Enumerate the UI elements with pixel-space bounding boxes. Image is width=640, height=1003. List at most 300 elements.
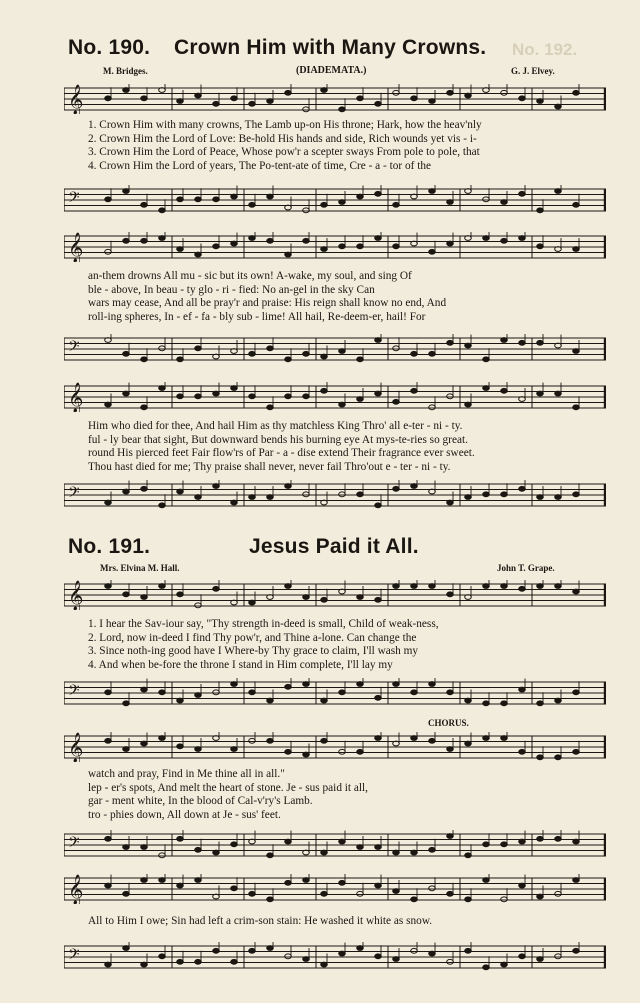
note-head — [141, 405, 148, 410]
note-head — [483, 842, 490, 847]
treble-clef-icon: 𝄞 — [68, 233, 84, 262]
note-head — [357, 946, 364, 951]
bass-clef-icon: 𝄢 — [68, 338, 80, 359]
note-head — [555, 189, 562, 194]
note-head — [555, 891, 562, 896]
note-head — [267, 698, 274, 703]
note-head — [429, 886, 436, 891]
note-head — [447, 200, 454, 205]
note-head — [123, 592, 130, 597]
note-head — [393, 889, 400, 894]
note-head — [159, 736, 166, 741]
note-head — [231, 747, 238, 752]
staff-bass — [64, 678, 606, 708]
note-head — [159, 236, 166, 241]
note-head — [195, 394, 202, 399]
note-head — [141, 962, 148, 967]
note-head — [195, 93, 202, 98]
note-head — [231, 241, 238, 246]
note-head — [357, 891, 364, 896]
note-head — [357, 96, 364, 101]
note-head — [501, 736, 508, 741]
note-head — [195, 495, 202, 500]
note-head — [447, 241, 454, 246]
note-head — [393, 584, 400, 589]
lyric-line: 3. Since noth-ing good have I Where-by Thy grace to claim, I'll wash my — [88, 645, 419, 657]
note-head — [537, 701, 544, 706]
note-head — [393, 850, 400, 855]
note-head — [555, 495, 562, 500]
note-head — [357, 397, 364, 402]
lyric-line: ble - above, In beau - ty glo - ri - fied: No an-gel in the sky Can — [88, 283, 375, 296]
note-head — [447, 747, 454, 752]
note-head — [177, 592, 184, 597]
note-head — [105, 96, 112, 101]
note-head — [249, 600, 256, 605]
note-head — [411, 484, 418, 489]
note-head — [195, 252, 202, 257]
note-head — [105, 738, 112, 743]
note-head — [249, 202, 256, 207]
note-head — [285, 252, 292, 257]
note-head — [375, 954, 382, 959]
note-head — [483, 492, 490, 497]
note-head — [573, 690, 580, 695]
note-head — [429, 584, 436, 589]
note-head — [447, 90, 454, 95]
note-head — [339, 349, 346, 354]
note-head — [447, 500, 454, 505]
note-head — [159, 954, 166, 959]
hymn-190-number: No. 190. — [68, 36, 151, 59]
note-head — [411, 584, 418, 589]
note-head — [303, 682, 310, 687]
note-head — [159, 690, 166, 695]
note-head — [573, 749, 580, 754]
note-head — [573, 589, 580, 594]
note-head — [357, 749, 364, 754]
note-head — [105, 500, 112, 505]
note-head — [267, 738, 274, 743]
note-head — [123, 238, 130, 243]
note-head — [321, 354, 328, 359]
note-head — [105, 883, 112, 888]
note-head — [375, 845, 382, 850]
note-head — [213, 850, 220, 855]
note-head — [483, 878, 490, 883]
note-head — [285, 839, 292, 844]
note-head — [483, 965, 490, 970]
note-head — [411, 948, 418, 953]
note-head — [357, 357, 364, 362]
note-head — [375, 695, 382, 700]
lyric-line: 2. Crown Him the Lord of Love: Be-hold His hands and side, Rich wounds yet vis - i- — [88, 132, 477, 145]
note-head — [573, 247, 580, 252]
note-head — [555, 836, 562, 841]
note-head — [105, 962, 112, 967]
note-head — [249, 351, 256, 356]
note-head — [303, 107, 310, 112]
note-head — [429, 99, 436, 104]
note-head — [285, 954, 292, 959]
note-head — [321, 202, 328, 207]
note-head — [177, 247, 184, 252]
lyric-line: round His pierced feet Fair flow'rs of Par - a - dise extend Their fragrance ever sweet. — [88, 447, 475, 459]
hymn-190-heading — [68, 36, 486, 60]
note-head — [519, 687, 526, 692]
note-head — [177, 698, 184, 703]
bass-clef-icon: 𝄢 — [68, 682, 80, 703]
bass-clef-icon: 𝄢 — [68, 834, 80, 855]
treble-clef-icon: 𝄞 — [68, 875, 84, 904]
note-head — [105, 584, 112, 589]
note-head — [357, 194, 364, 199]
note-head — [231, 842, 238, 847]
note-head — [123, 189, 130, 194]
note-head — [501, 584, 508, 589]
lyric-line: 3. Crown Him the Lord of Peace, Whose pow'r a scepter sways From pole to pole, that — [88, 146, 480, 158]
hymn-191-lyrics-2 — [88, 768, 594, 822]
note-head — [159, 346, 166, 351]
note-head — [285, 484, 292, 489]
staff-bass — [64, 942, 606, 972]
note-head — [483, 584, 490, 589]
note-head — [447, 959, 454, 964]
hymn-191-composer: John T. Grape. — [497, 563, 555, 573]
note-head — [285, 90, 292, 95]
note-head — [195, 847, 202, 852]
note-head — [267, 99, 274, 104]
note-head — [501, 701, 508, 706]
note-head — [339, 107, 346, 112]
note-head — [555, 698, 562, 703]
note-head — [501, 962, 508, 967]
note-head — [339, 839, 346, 844]
note-head — [519, 340, 526, 345]
note-head — [357, 492, 364, 497]
note-head — [303, 752, 310, 757]
note-head — [123, 701, 130, 706]
note-head — [465, 853, 472, 858]
note-head — [411, 850, 418, 855]
note-head — [303, 878, 310, 883]
note-head — [303, 238, 310, 243]
note-head — [519, 191, 526, 196]
hymn-190-lyrics-1 — [88, 119, 594, 173]
note-head — [213, 948, 220, 953]
note-head — [483, 236, 490, 241]
note-head — [375, 338, 382, 343]
note-head — [195, 878, 202, 883]
note-head — [285, 684, 292, 689]
note-head — [285, 394, 292, 399]
note-head — [195, 693, 202, 698]
note-head — [213, 484, 220, 489]
note-head — [213, 391, 220, 396]
hymn-191-lyrics-1 — [88, 618, 594, 672]
note-head — [501, 90, 508, 95]
note-head — [537, 208, 544, 213]
hymn-190-tune: (DIADEMATA.) — [296, 65, 367, 76]
note-head — [465, 93, 472, 98]
note-head — [249, 690, 256, 695]
note-head — [429, 351, 436, 356]
note-head — [519, 486, 526, 491]
note-head — [393, 346, 400, 351]
lyric-line: ful - ly bear that sight, But downward bends his burning eye At mys-te-ries so great. — [88, 433, 468, 446]
note-head — [159, 878, 166, 883]
note-head — [213, 197, 220, 202]
note-head — [339, 402, 346, 407]
note-head — [519, 236, 526, 241]
bass-clef-icon: 𝄢 — [68, 946, 80, 967]
note-head — [519, 839, 526, 844]
note-head — [393, 682, 400, 687]
lyric-line: wars may cease, And all be pray'r and praise: His reign shall know no end, And — [88, 297, 447, 309]
note-head — [501, 897, 508, 902]
note-head — [303, 595, 310, 600]
note-head — [393, 957, 400, 962]
treble-clef-icon: 𝄞 — [68, 85, 84, 114]
note-head — [141, 486, 148, 491]
note-head — [195, 959, 202, 964]
note-head — [123, 845, 130, 850]
note-head — [303, 208, 310, 213]
note-head — [429, 405, 436, 410]
note-head — [537, 495, 544, 500]
note-head — [447, 394, 454, 399]
staff-bass — [64, 480, 606, 510]
note-head — [303, 351, 310, 356]
note-head — [231, 500, 238, 505]
note-head — [213, 690, 220, 695]
note-head — [267, 346, 274, 351]
staff-treble — [64, 84, 606, 114]
note-head — [249, 948, 256, 953]
lyric-line: roll-ing spheres, In - ef - fa - bly sub - lime! All hail, Re-deem-er, hail! For — [88, 310, 426, 323]
note-head — [555, 391, 562, 396]
note-head — [105, 197, 112, 202]
note-head — [321, 738, 328, 743]
staff-treble — [64, 382, 606, 412]
note-head — [267, 495, 274, 500]
note-head — [411, 96, 418, 101]
note-head — [195, 197, 202, 202]
note-head — [141, 202, 148, 207]
note-head — [501, 388, 508, 393]
note-head — [213, 586, 220, 591]
note-head — [429, 682, 436, 687]
note-head — [573, 202, 580, 207]
hymn-191-heading — [68, 535, 419, 559]
note-head — [447, 891, 454, 896]
lyric-line: watch and pray, Find in Me thine all in all." — [88, 768, 285, 780]
note-head — [483, 357, 490, 362]
note-head — [375, 883, 382, 888]
note-head — [267, 946, 274, 951]
lyric-line: lep - er's spots, And melt the heart of stone. Je - sus paid it all, — [88, 781, 369, 794]
note-head — [411, 897, 418, 902]
note-head — [159, 853, 166, 858]
note-head — [537, 584, 544, 589]
note-head — [501, 338, 508, 343]
hymn-190-composer: G. J. Elvey. — [511, 66, 555, 76]
note-head — [393, 486, 400, 491]
note-head — [285, 880, 292, 885]
note-head — [339, 492, 346, 497]
note-head — [375, 391, 382, 396]
note-head — [105, 402, 112, 407]
note-head — [321, 388, 328, 393]
note-head — [519, 96, 526, 101]
note-head — [483, 736, 490, 741]
note-head — [249, 891, 256, 896]
note-head — [537, 99, 544, 104]
note-head — [501, 200, 508, 205]
note-head — [177, 394, 184, 399]
note-head — [465, 897, 472, 902]
staff-bass — [64, 830, 606, 860]
lyric-line: 4. Crown Him the Lord of years, The Po-tent-ate of time, Cre - a - tor of the — [88, 159, 431, 172]
note-head — [573, 492, 580, 497]
note-head — [447, 834, 454, 839]
note-head — [483, 197, 490, 202]
note-head — [573, 878, 580, 883]
note-head — [357, 595, 364, 600]
note-head — [267, 238, 274, 243]
note-head — [447, 592, 454, 597]
note-head — [339, 951, 346, 956]
hymn-191-title: Jesus Paid it All. — [249, 535, 419, 558]
treble-clef-icon: 𝄞 — [68, 733, 84, 762]
note-head — [483, 701, 490, 706]
note-head — [519, 883, 526, 888]
note-head — [357, 682, 364, 687]
note-head — [573, 349, 580, 354]
note-head — [231, 959, 238, 964]
note-head — [249, 394, 256, 399]
note-head — [321, 247, 328, 252]
note-head — [519, 954, 526, 959]
note-head — [501, 238, 508, 243]
note-head — [429, 189, 436, 194]
lyric-line: tro - phies down, All down at Je - sus' feet. — [88, 808, 281, 821]
note-head — [573, 839, 580, 844]
note-head — [249, 101, 256, 106]
note-head — [141, 878, 148, 883]
note-head — [285, 357, 292, 362]
note-head — [303, 492, 310, 497]
note-head — [375, 597, 382, 602]
note-head — [357, 845, 364, 850]
note-head — [213, 101, 220, 106]
note-head — [141, 741, 148, 746]
note-head — [177, 99, 184, 104]
hymn-190-lyrics-3 — [88, 420, 594, 474]
staff-treble — [64, 232, 606, 262]
note-head — [231, 682, 238, 687]
note-head — [123, 747, 130, 752]
bleed-through-text: No. 192. — [512, 40, 578, 59]
note-head — [141, 96, 148, 101]
note-head — [177, 883, 184, 888]
note-head — [537, 244, 544, 249]
note-head — [447, 690, 454, 695]
note-head — [339, 880, 346, 885]
hymn-190-author: M. Bridges. — [103, 66, 148, 76]
lyric-line: 4. And when be-fore the throne I stand in Him complete, I'll lay my — [88, 658, 393, 671]
note-head — [105, 836, 112, 841]
note-head — [375, 191, 382, 196]
note-head — [123, 351, 130, 356]
note-head — [555, 104, 562, 109]
note-head — [501, 492, 508, 497]
note-head — [339, 690, 346, 695]
lyric-line: 1. I hear the Sav-iour say, "Thy strength in-deed is small, Child of weak-ness, — [88, 618, 439, 630]
lyric-line: Thou hast died for me; Thy praise shall never, never fail Thro'out e - ter - ni - ty. — [88, 460, 451, 473]
chorus-label: CHORUS. — [428, 718, 469, 728]
note-head — [159, 208, 166, 213]
note-head — [249, 738, 256, 743]
note-head — [411, 736, 418, 741]
note-head — [303, 957, 310, 962]
note-head — [519, 749, 526, 754]
note-head — [339, 749, 346, 754]
note-head — [321, 88, 328, 93]
note-head — [231, 886, 238, 891]
note-head — [429, 951, 436, 956]
note-head — [177, 489, 184, 494]
note-head — [105, 690, 112, 695]
lyric-line: 1. Crown Him with many crowns, The Lamb up-on His throne; Hark, how the heav'nly — [88, 119, 482, 131]
hymn-190-title: Crown Him with Many Crowns. — [174, 36, 487, 59]
lyric-line: Him who died for thee, And hail Him as thy matchless King Thro' all e-ter - ni - ty. — [88, 420, 463, 432]
note-head — [249, 236, 256, 241]
note-head — [177, 357, 184, 362]
note-head — [177, 744, 184, 749]
note-head — [537, 340, 544, 345]
note-head — [411, 690, 418, 695]
hymn-191-number: No. 191. — [68, 535, 151, 558]
hymn-191-author: Mrs. Elvina M. Hall. — [100, 563, 180, 573]
note-head — [105, 249, 112, 254]
note-head — [177, 197, 184, 202]
note-head — [429, 249, 436, 254]
note-head — [195, 603, 202, 608]
staff-treble — [64, 580, 606, 610]
note-head — [159, 386, 166, 391]
note-head — [375, 503, 382, 508]
staff-treble — [64, 874, 606, 904]
note-head — [537, 836, 544, 841]
note-head — [555, 584, 562, 589]
note-head — [141, 687, 148, 692]
note-head — [411, 351, 418, 356]
staff-bass — [64, 334, 606, 364]
note-head — [123, 946, 130, 951]
note-head — [465, 495, 472, 500]
note-head — [267, 853, 274, 858]
note-head — [141, 238, 148, 243]
note-head — [141, 845, 148, 850]
note-head — [321, 962, 328, 967]
note-head — [465, 948, 472, 953]
note-head — [393, 399, 400, 404]
note-head — [447, 340, 454, 345]
note-head — [429, 738, 436, 743]
note-head — [231, 386, 238, 391]
note-head — [555, 755, 562, 760]
